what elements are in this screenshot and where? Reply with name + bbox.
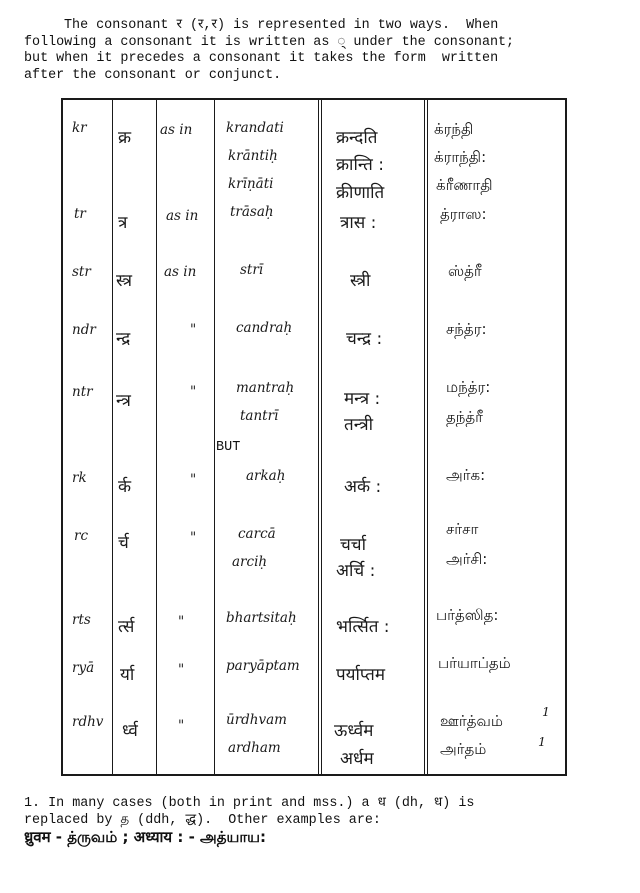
footnote-marker: 1 <box>538 734 546 749</box>
ditto-mark: " <box>178 614 185 630</box>
devanagari-word: स्त्री <box>350 271 371 291</box>
tamil-grantha-word: ஊர்த்வம் <box>440 712 503 730</box>
transliteration: arciḥ <box>232 554 268 570</box>
as-in-label: as in <box>160 122 193 138</box>
tamil-grantha-word: பர்த்ஸித: <box>436 606 499 624</box>
tamil-grantha-word: த்ராஸ: <box>440 205 487 223</box>
conjunct-glyph: त्र <box>118 213 128 233</box>
intro-line-1: The consonant र (र,र) is represented in two ways. When <box>64 18 499 33</box>
consonant-cell: kr <box>72 120 87 136</box>
devanagari-word: क्रीणाति <box>336 183 385 203</box>
transliteration: bhartsitaḥ <box>226 610 297 626</box>
tamil-grantha-word: க்ராந்தி: <box>434 148 487 166</box>
intro-line-2: following a consonant it is written as ् under the consonant; <box>24 34 515 50</box>
table-divider-double <box>318 98 322 776</box>
transliteration: candraḥ <box>236 320 293 336</box>
transliteration: trāsaḥ <box>230 204 274 220</box>
transliteration: arkaḥ <box>246 468 286 484</box>
tamil-grantha-word: பர்யாப்தம் <box>438 654 511 672</box>
transliteration: krīṇāti <box>228 176 274 192</box>
transliteration: tantrī <box>240 408 279 424</box>
footnote-line-2: replaced by த (ddh, द्ध). Other examples are: <box>24 813 381 828</box>
transliteration: ūrdhvam <box>226 712 287 728</box>
transliteration: krāntiḥ <box>228 148 278 164</box>
conjunct-table <box>61 98 567 776</box>
devanagari-word: अर्धम <box>340 749 374 769</box>
devanagari-word: भर्त्सित : <box>336 617 390 637</box>
devanagari-word: अर्क : <box>344 477 382 497</box>
ditto-mark: " <box>178 662 185 678</box>
conjunct-glyph: क्र <box>118 128 132 148</box>
transliteration: paryāptam <box>226 658 300 674</box>
devanagari-word: अर्चि : <box>336 561 376 581</box>
but-note: BUT <box>216 440 241 455</box>
conjunct-glyph: र्क <box>118 477 132 497</box>
consonant-cell: tr <box>74 206 86 222</box>
tamil-grantha-word: க்ரந்தி <box>434 120 474 138</box>
transliteration: mantraḥ <box>236 380 295 396</box>
table-divider <box>156 98 157 776</box>
tamil-grantha-word: ஸ்த்ரீ <box>448 262 482 280</box>
footnote-examples: ध्रुवम - த்ருவம் ; अध्याय : - அத்யாய: <box>24 828 267 846</box>
consonant-cell: ryā <box>72 660 95 676</box>
as-in-label: as in <box>166 208 199 224</box>
devanagari-word: तन्त्री <box>344 415 374 435</box>
devanagari-word: मन्त्र : <box>344 389 381 409</box>
consonant-cell: rk <box>72 470 87 486</box>
devanagari-word: त्रास : <box>340 213 377 233</box>
conjunct-glyph: र्ध्व <box>122 721 138 741</box>
tamil-grantha-word: தந்த்ரீ <box>446 408 483 426</box>
ditto-mark: " <box>190 530 197 546</box>
table-divider-double <box>424 98 428 776</box>
consonant-cell: ntr <box>72 384 93 400</box>
ditto-mark: " <box>190 472 197 488</box>
ditto-mark: " <box>190 322 197 338</box>
conjunct-glyph: र्त्स <box>118 617 135 637</box>
table-divider <box>112 98 113 776</box>
conjunct-glyph: र्च <box>118 533 129 553</box>
ditto-mark: " <box>190 384 197 400</box>
tamil-grantha-word: அர்க: <box>446 466 486 484</box>
footnote <box>24 795 624 846</box>
ditto-mark: " <box>178 718 185 734</box>
as-in-label: as in <box>164 264 197 280</box>
consonant-cell: rts <box>72 612 91 628</box>
intro-paragraph <box>24 18 624 84</box>
tamil-grantha-word: க்ரீணாதி <box>436 176 493 194</box>
table-divider <box>214 98 215 776</box>
transliteration: ardham <box>228 740 281 756</box>
devanagari-word: पर्याप्तम <box>336 665 386 685</box>
tamil-grantha-word: சர்சா <box>446 520 479 538</box>
transliteration: krandati <box>226 120 284 136</box>
consonant-cell: rdhv <box>72 714 104 730</box>
transliteration: carcā <box>238 526 276 542</box>
devanagari-word: क्रान्ति : <box>336 155 384 175</box>
intro-line-3: but when it precedes a consonant it takes the form ‍ written <box>24 51 499 66</box>
devanagari-word: क्रन्दति <box>336 128 378 148</box>
conjunct-glyph: न्द्र <box>116 329 131 349</box>
devanagari-word: चर्चा <box>340 535 366 555</box>
devanagari-word: चन्द्र : <box>346 329 383 349</box>
intro-line-4: after the consonant or conjunct. <box>24 67 282 83</box>
consonant-cell: ndr <box>72 322 96 338</box>
tamil-grantha-word: அர்சி: <box>446 550 488 568</box>
tamil-grantha-word: அர்தம் <box>440 740 487 758</box>
conjunct-glyph: र्या <box>120 665 135 685</box>
transliteration: strī <box>240 262 264 278</box>
conjunct-glyph: न्त्र <box>116 391 131 411</box>
footnote-line-1: 1. In many cases (both in print and mss.) a ध (dh, ध) is <box>24 796 475 811</box>
tamil-grantha-word: சந்த்ர: <box>446 320 487 338</box>
consonant-cell: str <box>72 264 91 280</box>
footnote-marker: 1 <box>542 704 550 719</box>
consonant-cell: rc <box>74 528 89 544</box>
devanagari-word: ऊर्ध्वम <box>334 721 374 741</box>
conjunct-glyph: स्त्र <box>116 271 132 291</box>
tamil-grantha-word: மந்த்ர: <box>446 378 491 396</box>
